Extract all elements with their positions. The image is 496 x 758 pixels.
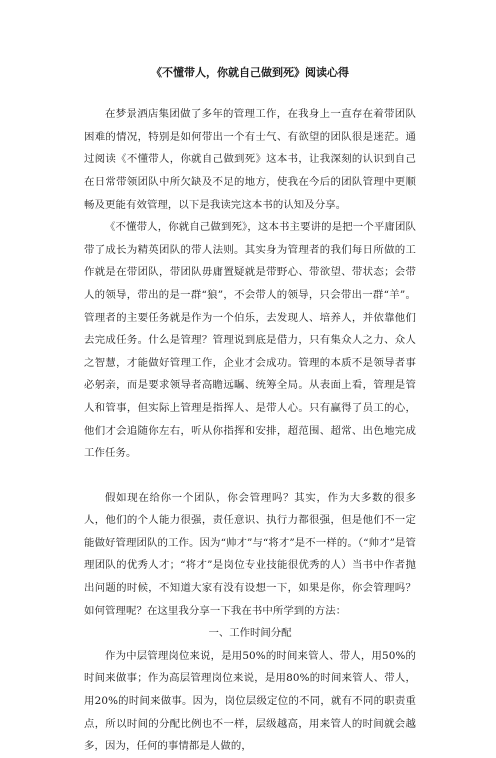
- paragraph-gap: [84, 465, 416, 487]
- paragraph-time-allocation: 作为中层管理岗位来说，是用50%的时间来管人、带人，用50%的时间来做事；作为高层管理岗位来说，是用80%的时间来管人、带人，用20%的时间来做事。因为，岗位层级定位的不同，就有不同的职责重点，所以时间的分配比例也不一样，层级越高，用来管人的时间就会越多，因为，任何的事情都是人做的，: [84, 649, 416, 753]
- section-heading: 一、工作时间分配: [208, 627, 292, 640]
- document-title: 《不懂带人，你就自己做到死》阅读心得: [151, 66, 349, 79]
- paragraph-intro: 在梦景酒店集团做了多年的管理工作，在我身上一直存在着带团队困难的情况，特别是如何带出一个有士气、有欲望的团队很是迷茫。通过阅读《不懂带人，你就自己做到死》这本书，让我深刻的认识到自己在日常带领团队中所欠缺及不足的地方，使我在今后的团队管理中更顺畅及更能有效管理，以下是我读完这本书的认知及分享。: [84, 108, 416, 211]
- paragraph-question: 假如现在给你一个团队，你会管理吗？其实，作为大多数的很多人，他们的个人能力很强，责任意识、执行力都很强，但是他们不一定能做好管理团队的工作。因为“帅才”与“将才”是不一样的。（“帅才”是管理团队的优秀人才；“将才”是岗位专业技能很优秀的人）当书中作者抛出问题的时候，不知道大家有没有设想一下，如果是你，你会管理吗？如何管理呢？在这里我分享一下我在书中所学到的方法：: [84, 491, 416, 617]
- paragraph-book-summary: 《不懂带人，你就自己做到死》，这本书主要讲的是把一个平庸团队带了成长为精英团队的带人法则。其实身为管理者的我们每日所做的工作就是在带团队，带团队毋庸置疑就是带野心、带欲望、带状态；会带人的领导，带出的是一群“狼”，不会带人的领导，只会带出一群“羊”。管理者的主要任务就是作为一个伯乐，去发现人、培养人，并依靠他们去完成任务。什么是管理？管理说到底是借力，只有集众人之力、众人之智慧，才能做好管理工作，企业才会成功。管理的本质不是领导者事必躬亲，而是要求领导者高瞻远瞩、统筹全局。从表面上看，管理是管人和管事，但实际上管理是指挥人、是带人心。只有赢得了员工的心，他们才会追随你左右，听从你指挥和安排，超范围、超常、出色地完成工作任务。: [84, 221, 416, 460]
